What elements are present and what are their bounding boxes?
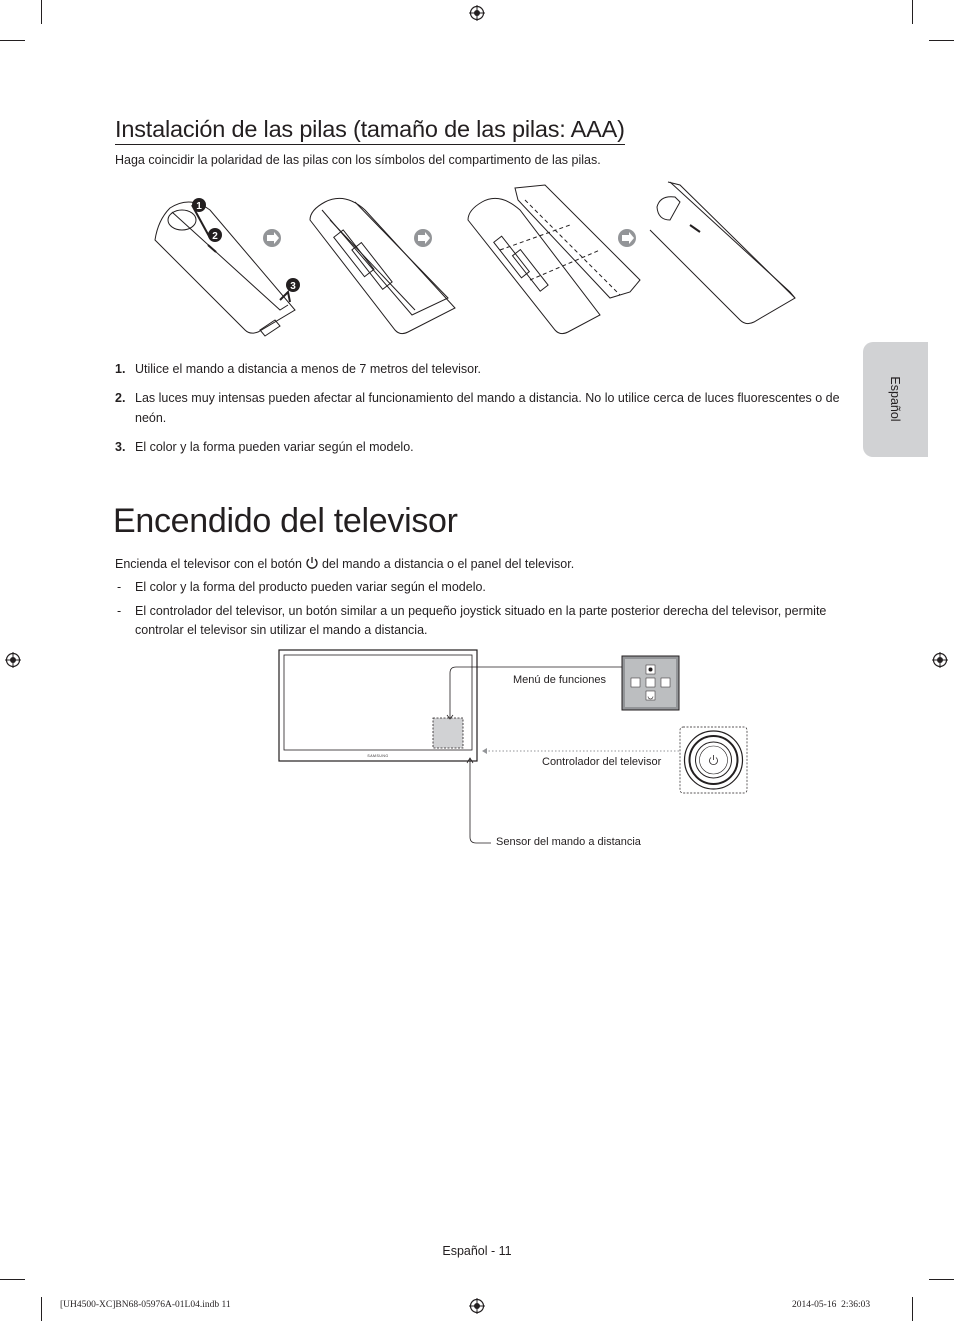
registration-mark-icon	[932, 652, 948, 668]
step-marker-1	[192, 198, 206, 212]
list-item-number: 1.	[115, 362, 126, 376]
function-menu-illustration	[622, 656, 679, 710]
crop-mark	[41, 0, 42, 24]
list-item	[115, 359, 840, 379]
page-number: Español - 11	[442, 1244, 512, 1258]
remote-step-3	[468, 185, 640, 334]
remote-step-2	[310, 198, 455, 333]
next-step-arrow-icon	[618, 229, 636, 247]
sensor-leader-line	[470, 759, 491, 843]
tv-controller-diagram	[275, 645, 755, 860]
registration-mark-icon	[5, 652, 21, 668]
step-marker-1-label: 1	[196, 201, 202, 212]
step-marker-3	[286, 278, 300, 292]
tv-brand: SAMSUNG	[367, 754, 389, 758]
list-item-text: El color y la forma del producto pueden variar según el modelo.	[135, 580, 486, 594]
section-title-batteries: Instalación de las pilas (tamaño de las pilas: AAA)	[115, 115, 625, 145]
list-item-text: Utilice el mando a distancia a menos de 7 metros del televisor.	[135, 362, 482, 376]
step-marker-2-label: 2	[212, 231, 218, 242]
label-remote-sensor: Sensor del mando a distancia	[496, 836, 641, 848]
section-title-power-on: Encendido del televisor	[113, 502, 458, 540]
registration-mark-icon	[469, 5, 485, 21]
crop-mark	[0, 40, 25, 41]
power-on-text-after: del mando a distancia o el panel del televisor.	[321, 557, 575, 571]
list-item	[115, 388, 840, 428]
list-item: - El controlador del televisor, un botón similar a un pequeño joystick situado en la parte posterior derecha del televisor, permite controlar el televisor sin utilizar el mando a distancia.	[117, 604, 827, 637]
batteries-intro: Haga coincidir la polaridad de las pilas con los símbolos del compartimento de las pilas.	[115, 153, 601, 167]
side-tab-label: Español	[888, 376, 902, 422]
crop-mark	[929, 1279, 954, 1280]
language-side-tab	[863, 342, 928, 457]
power-on-notes	[115, 578, 835, 645]
battery-notes-list	[115, 359, 840, 466]
crop-mark	[0, 1279, 25, 1280]
list-item-text: El color y la forma pueden variar según el modelo.	[135, 440, 414, 454]
step-marker-3-label: 3	[290, 281, 296, 292]
tv-controller-illustration	[680, 727, 747, 793]
next-step-arrow-icon	[263, 229, 281, 247]
next-step-arrow-icon	[414, 229, 432, 247]
power-on-paragraph	[115, 555, 574, 573]
registration-mark-icon	[469, 1298, 485, 1314]
list-item-text: Las luces muy intensas pueden afectar al funcionamiento del mando a distancia. No lo utilice cerca de luces fluorescentes o de neón.	[135, 391, 840, 425]
crop-mark	[912, 0, 913, 24]
footer-file-info: [UH4500-XC]BN68-05976A-01L04.indb 11	[60, 1300, 231, 1310]
label-function-menu: Menú de funciones	[513, 674, 606, 686]
crop-mark	[912, 1297, 913, 1321]
list-item	[115, 437, 840, 457]
controller-area	[433, 718, 463, 748]
list-item-text: El controlador del televisor, un botón similar a un pequeño joystick situado en la parte posterior derecha del televisor, permite controlar el televisor sin utilizar el mando a distancia.	[135, 604, 827, 637]
label-tv-controller: Controlador del televisor	[542, 756, 662, 768]
remote-step-1	[155, 202, 295, 336]
battery-installation-illustration	[150, 180, 810, 340]
list-item-number: 3.	[115, 440, 126, 454]
list-item-number: 2.	[115, 391, 126, 405]
power-icon	[305, 556, 319, 570]
power-on-text-before: Encienda el televisor con el botón	[115, 557, 302, 571]
step-marker-2	[208, 228, 222, 242]
crop-mark	[929, 40, 954, 41]
list-item: - El color y la forma del producto pueden variar según el modelo.	[117, 580, 486, 594]
footer-timestamp: 2014-05-16 ️ 2:36:03	[792, 1300, 871, 1310]
crop-mark	[41, 1297, 42, 1321]
remote-step-4	[650, 182, 795, 324]
